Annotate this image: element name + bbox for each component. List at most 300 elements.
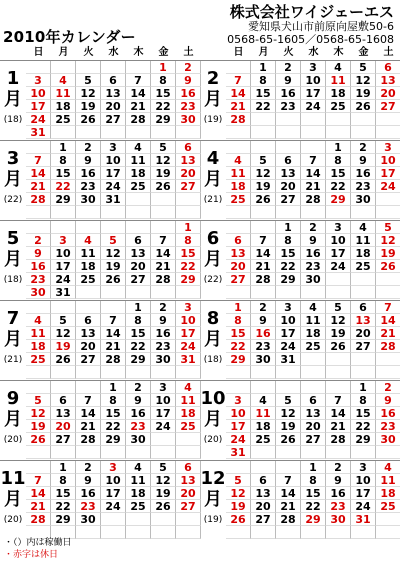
- day-cell: 31: [351, 513, 376, 526]
- empty-day-cell: [301, 381, 326, 394]
- day-cell: 6: [301, 394, 326, 407]
- day-cell: 14: [151, 247, 176, 260]
- day-cell: 6: [276, 154, 301, 167]
- day-cell: 27: [176, 180, 201, 193]
- day-cell: 10: [276, 314, 301, 327]
- empty-day-cell: [101, 301, 126, 314]
- day-cell: 26: [376, 260, 400, 273]
- empty-day-cell: [251, 526, 276, 539]
- month-kanji: 月: [204, 249, 222, 270]
- legend-holidays: ・赤字は休日: [4, 550, 59, 560]
- day-cell: 2: [26, 234, 51, 247]
- day-cell: 27: [276, 193, 301, 206]
- day-cell: 19: [26, 420, 51, 433]
- day-cell: 25: [176, 420, 201, 433]
- empty-day-cell: [151, 433, 176, 446]
- weekday-header-left: [26, 46, 201, 59]
- month-day-grid: [226, 381, 400, 459]
- day-cell: 9: [376, 394, 400, 407]
- day-cell: 6: [126, 234, 151, 247]
- empty-day-cell: [176, 126, 201, 139]
- day-cell: 19: [226, 500, 251, 513]
- day-cell: 13: [301, 407, 326, 420]
- day-cell: 4: [301, 301, 326, 314]
- empty-day-cell: [326, 526, 351, 539]
- month-kanji: 月: [4, 409, 22, 430]
- day-cell: 31: [226, 446, 251, 459]
- weekday-label: 金: [158, 47, 169, 58]
- empty-day-cell: [326, 446, 351, 459]
- empty-day-cell: [276, 526, 301, 539]
- empty-day-cell: [176, 446, 201, 459]
- day-cell: 1: [276, 221, 301, 234]
- empty-day-cell: [26, 301, 51, 314]
- day-cell: 7: [226, 74, 251, 87]
- day-cell: 26: [251, 193, 276, 206]
- empty-day-cell: [126, 286, 151, 299]
- day-cell: 14: [276, 487, 301, 500]
- day-cell: 21: [26, 500, 51, 513]
- day-cell: 20: [276, 180, 301, 193]
- empty-day-cell: [251, 221, 276, 234]
- weekday-label: 水: [108, 47, 119, 58]
- day-cell: 2: [376, 381, 400, 394]
- day-cell: 21: [101, 340, 126, 353]
- day-cell: 13: [101, 87, 126, 100]
- day-cell: 8: [226, 314, 251, 327]
- day-cell: 26: [76, 113, 101, 126]
- empty-day-cell: [176, 513, 201, 526]
- day-cell: 25: [326, 100, 351, 113]
- day-cell: 13: [351, 314, 376, 327]
- day-cell: 9: [176, 74, 201, 87]
- empty-day-cell: [176, 433, 201, 446]
- day-cell: 5: [151, 141, 176, 154]
- empty-day-cell: [251, 141, 276, 154]
- day-cell: 28: [101, 353, 126, 366]
- day-cell: 18: [376, 487, 400, 500]
- empty-day-cell: [351, 446, 376, 459]
- legend-work-days: ・（）内は稼働日: [4, 538, 72, 548]
- empty-day-cell: [101, 446, 126, 459]
- day-cell: 28: [326, 433, 351, 446]
- day-cell: 8: [176, 234, 201, 247]
- day-cell: 6: [176, 461, 201, 474]
- day-cell: 9: [76, 474, 101, 487]
- day-cell: 31: [26, 126, 51, 139]
- empty-day-cell: [326, 353, 351, 366]
- empty-day-cell: [151, 221, 176, 234]
- month-block: [0, 300, 201, 378]
- empty-day-cell: [276, 446, 301, 459]
- empty-day-cell: [226, 526, 251, 539]
- day-cell: 28: [376, 340, 400, 353]
- day-cell: 3: [176, 301, 201, 314]
- empty-day-cell: [126, 526, 151, 539]
- empty-day-cell: [101, 286, 126, 299]
- day-cell: 15: [101, 407, 126, 420]
- month-number: 11: [0, 468, 26, 489]
- day-cell: 17: [51, 260, 76, 273]
- day-cell: 8: [251, 74, 276, 87]
- weekday-label: 火: [283, 47, 294, 58]
- day-cell: 17: [326, 247, 351, 260]
- empty-day-cell: [26, 446, 51, 459]
- month-label: [200, 309, 226, 367]
- weekday-label: 土: [183, 47, 194, 58]
- day-cell: 29: [51, 193, 76, 206]
- empty-day-cell: [251, 366, 276, 379]
- month-label: [0, 69, 26, 127]
- day-cell: 23: [326, 500, 351, 513]
- day-cell: 2: [176, 61, 201, 74]
- day-cell: 10: [51, 247, 76, 260]
- day-cell: 6: [251, 474, 276, 487]
- day-cell: 14: [101, 327, 126, 340]
- empty-day-cell: [26, 61, 51, 74]
- day-cell: 23: [26, 273, 51, 286]
- day-cell: 7: [26, 154, 51, 167]
- day-cell: 22: [226, 340, 251, 353]
- empty-day-cell: [151, 126, 176, 139]
- day-cell: 25: [351, 260, 376, 273]
- day-cell: 23: [76, 180, 101, 193]
- day-cell: 26: [151, 180, 176, 193]
- day-cell: 26: [101, 273, 126, 286]
- day-cell: 8: [326, 154, 351, 167]
- day-cell: 4: [126, 461, 151, 474]
- day-cell: 10: [101, 154, 126, 167]
- day-cell: 30: [351, 193, 376, 206]
- day-cell: 28: [151, 273, 176, 286]
- day-cell: 26: [326, 340, 351, 353]
- day-cell: 2: [151, 301, 176, 314]
- day-cell: 17: [351, 487, 376, 500]
- day-cell: 21: [26, 180, 51, 193]
- empty-day-cell: [276, 461, 301, 474]
- day-cell: 7: [251, 234, 276, 247]
- day-cell: 5: [351, 61, 376, 74]
- day-cell: 23: [76, 500, 101, 513]
- empty-day-cell: [101, 126, 126, 139]
- day-cell: 1: [176, 221, 201, 234]
- empty-day-cell: [26, 461, 51, 474]
- day-cell: 30: [76, 193, 101, 206]
- empty-day-cell: [301, 526, 326, 539]
- day-cell: 23: [276, 100, 301, 113]
- empty-day-cell: [301, 446, 326, 459]
- empty-day-cell: [76, 366, 101, 379]
- day-cell: 24: [276, 340, 301, 353]
- day-cell: 18: [326, 87, 351, 100]
- month-number: 3: [6, 148, 20, 169]
- empty-day-cell: [26, 206, 51, 219]
- day-cell: 3: [151, 381, 176, 394]
- day-cell: 24: [301, 100, 326, 113]
- month-block: [200, 380, 400, 458]
- empty-day-cell: [301, 366, 326, 379]
- day-cell: 11: [51, 87, 76, 100]
- day-cell: 22: [301, 500, 326, 513]
- day-cell: 15: [276, 247, 301, 260]
- empty-day-cell: [376, 513, 400, 526]
- empty-day-cell: [126, 206, 151, 219]
- month-kanji: 月: [204, 169, 222, 190]
- empty-day-cell: [151, 286, 176, 299]
- day-cell: 11: [301, 314, 326, 327]
- day-cell: 12: [276, 407, 301, 420]
- company-address: 愛知県犬山市前原向屋敷50-6: [248, 20, 394, 33]
- day-cell: 21: [276, 500, 301, 513]
- day-cell: 3: [326, 221, 351, 234]
- day-cell: 5: [276, 394, 301, 407]
- empty-day-cell: [351, 126, 376, 139]
- day-cell: 13: [276, 167, 301, 180]
- day-cell: 23: [126, 420, 151, 433]
- day-cell: 5: [101, 234, 126, 247]
- day-cell: 16: [76, 487, 101, 500]
- empty-day-cell: [176, 286, 201, 299]
- working-days-count: (18): [3, 275, 23, 285]
- month-label: [200, 389, 226, 447]
- empty-day-cell: [101, 221, 126, 234]
- day-cell: 8: [351, 394, 376, 407]
- day-cell: 19: [51, 340, 76, 353]
- empty-day-cell: [376, 526, 400, 539]
- day-cell: 27: [251, 513, 276, 526]
- day-cell: 16: [301, 247, 326, 260]
- day-cell: 14: [226, 87, 251, 100]
- day-cell: 7: [301, 154, 326, 167]
- day-cell: 31: [176, 353, 201, 366]
- empty-day-cell: [251, 126, 276, 139]
- day-cell: 17: [176, 327, 201, 340]
- weekday-label: 日: [233, 47, 244, 58]
- day-cell: 6: [51, 394, 76, 407]
- working-days-count: (22): [3, 195, 23, 205]
- day-cell: 17: [301, 87, 326, 100]
- day-cell: 30: [76, 513, 101, 526]
- day-cell: 1: [51, 461, 76, 474]
- day-cell: 3: [101, 141, 126, 154]
- day-cell: 11: [126, 474, 151, 487]
- day-cell: 22: [251, 100, 276, 113]
- day-cell: 10: [376, 154, 400, 167]
- empty-day-cell: [301, 126, 326, 139]
- day-cell: 29: [126, 353, 151, 366]
- empty-day-cell: [126, 126, 151, 139]
- empty-day-cell: [351, 113, 376, 126]
- day-cell: 2: [326, 461, 351, 474]
- month-day-grid: [26, 381, 201, 459]
- empty-day-cell: [26, 381, 51, 394]
- calendar-title: 2010年カレンダー: [3, 28, 136, 46]
- day-cell: 19: [151, 487, 176, 500]
- day-cell: 26: [226, 513, 251, 526]
- day-cell: 22: [101, 420, 126, 433]
- month-kanji: 月: [204, 489, 222, 510]
- day-cell: 22: [351, 420, 376, 433]
- empty-day-cell: [151, 366, 176, 379]
- empty-day-cell: [51, 126, 76, 139]
- month-block: [200, 60, 400, 138]
- weekday-label: 木: [133, 47, 144, 58]
- day-cell: 4: [351, 221, 376, 234]
- working-days-count: (20): [203, 435, 223, 445]
- day-cell: 1: [301, 461, 326, 474]
- day-cell: 9: [251, 314, 276, 327]
- empty-day-cell: [51, 366, 76, 379]
- day-cell: 3: [351, 461, 376, 474]
- weekday-label: 木: [333, 47, 344, 58]
- day-cell: 16: [176, 87, 201, 100]
- empty-day-cell: [126, 446, 151, 459]
- month-kanji: 月: [204, 409, 222, 430]
- day-cell: 16: [351, 167, 376, 180]
- day-cell: 14: [26, 487, 51, 500]
- day-cell: 28: [26, 193, 51, 206]
- day-cell: 4: [176, 381, 201, 394]
- day-cell: 19: [351, 87, 376, 100]
- empty-day-cell: [376, 126, 400, 139]
- empty-day-cell: [176, 193, 201, 206]
- day-cell: 13: [176, 474, 201, 487]
- day-cell: 29: [326, 193, 351, 206]
- day-cell: 15: [351, 407, 376, 420]
- day-cell: 29: [301, 513, 326, 526]
- day-cell: 12: [26, 407, 51, 420]
- day-cell: 8: [51, 474, 76, 487]
- day-cell: 2: [276, 61, 301, 74]
- day-cell: 18: [126, 487, 151, 500]
- day-cell: 5: [326, 301, 351, 314]
- day-cell: 9: [276, 74, 301, 87]
- day-cell: 17: [101, 487, 126, 500]
- empty-day-cell: [326, 206, 351, 219]
- empty-day-cell: [251, 381, 276, 394]
- day-cell: 15: [126, 327, 151, 340]
- empty-day-cell: [301, 141, 326, 154]
- day-cell: 1: [251, 61, 276, 74]
- day-cell: 22: [326, 180, 351, 193]
- day-cell: 29: [151, 113, 176, 126]
- company-address-block: [227, 20, 394, 46]
- day-cell: 25: [251, 433, 276, 446]
- month-day-grid: [26, 461, 201, 539]
- empty-day-cell: [76, 61, 101, 74]
- day-cell: 7: [101, 314, 126, 327]
- day-cell: 12: [226, 487, 251, 500]
- empty-day-cell: [76, 446, 101, 459]
- day-cell: 26: [51, 353, 76, 366]
- empty-day-cell: [226, 286, 251, 299]
- day-cell: 28: [301, 193, 326, 206]
- month-block: [0, 380, 201, 458]
- month-label: [0, 389, 26, 447]
- day-cell: 22: [126, 340, 151, 353]
- month-day-grid: [226, 301, 400, 379]
- day-cell: 25: [126, 500, 151, 513]
- empty-day-cell: [76, 221, 101, 234]
- empty-day-cell: [26, 141, 51, 154]
- day-cell: 18: [226, 180, 251, 193]
- month-block: [0, 460, 201, 538]
- empty-day-cell: [226, 141, 251, 154]
- empty-day-cell: [276, 381, 301, 394]
- day-cell: 11: [76, 247, 101, 260]
- day-cell: 2: [126, 381, 151, 394]
- day-cell: 27: [301, 433, 326, 446]
- day-cell: 23: [251, 340, 276, 353]
- empty-day-cell: [51, 381, 76, 394]
- day-cell: 15: [226, 327, 251, 340]
- day-cell: 10: [301, 74, 326, 87]
- day-cell: 29: [351, 433, 376, 446]
- day-cell: 24: [226, 433, 251, 446]
- day-cell: 17: [376, 167, 400, 180]
- empty-day-cell: [226, 381, 251, 394]
- day-cell: 2: [76, 461, 101, 474]
- day-cell: 2: [76, 141, 101, 154]
- empty-day-cell: [351, 353, 376, 366]
- empty-day-cell: [76, 286, 101, 299]
- day-cell: 20: [176, 487, 201, 500]
- day-cell: 20: [351, 327, 376, 340]
- empty-day-cell: [326, 381, 351, 394]
- day-cell: 1: [101, 381, 126, 394]
- company-name: 株式会社ワイジェーエス: [229, 3, 394, 21]
- day-cell: 8: [101, 394, 126, 407]
- day-cell: 22: [51, 500, 76, 513]
- day-cell: 14: [126, 87, 151, 100]
- empty-day-cell: [51, 221, 76, 234]
- day-cell: 25: [376, 500, 400, 513]
- day-cell: 31: [51, 286, 76, 299]
- day-cell: 29: [51, 513, 76, 526]
- month-kanji: 月: [204, 329, 222, 350]
- empty-day-cell: [276, 366, 301, 379]
- day-cell: 15: [251, 87, 276, 100]
- day-cell: 17: [26, 100, 51, 113]
- day-cell: 29: [176, 273, 201, 286]
- day-cell: 30: [301, 273, 326, 286]
- day-cell: 24: [326, 260, 351, 273]
- day-cell: 22: [176, 260, 201, 273]
- month-day-grid: [226, 141, 400, 219]
- day-cell: 27: [226, 273, 251, 286]
- day-cell: 28: [76, 433, 101, 446]
- month-label: [200, 69, 226, 127]
- day-cell: 9: [26, 247, 51, 260]
- day-cell: 21: [251, 260, 276, 273]
- day-cell: 1: [226, 301, 251, 314]
- day-cell: 10: [351, 474, 376, 487]
- day-cell: 23: [376, 420, 400, 433]
- legend: [4, 537, 72, 561]
- day-cell: 19: [151, 167, 176, 180]
- day-cell: 21: [326, 420, 351, 433]
- day-cell: 15: [301, 487, 326, 500]
- working-days-count: (21): [3, 355, 23, 365]
- day-cell: 10: [326, 234, 351, 247]
- working-days-count: (19): [203, 515, 223, 525]
- empty-day-cell: [101, 206, 126, 219]
- day-cell: 20: [376, 87, 400, 100]
- day-cell: 20: [251, 500, 276, 513]
- empty-day-cell: [51, 301, 76, 314]
- day-cell: 2: [351, 141, 376, 154]
- empty-day-cell: [26, 221, 51, 234]
